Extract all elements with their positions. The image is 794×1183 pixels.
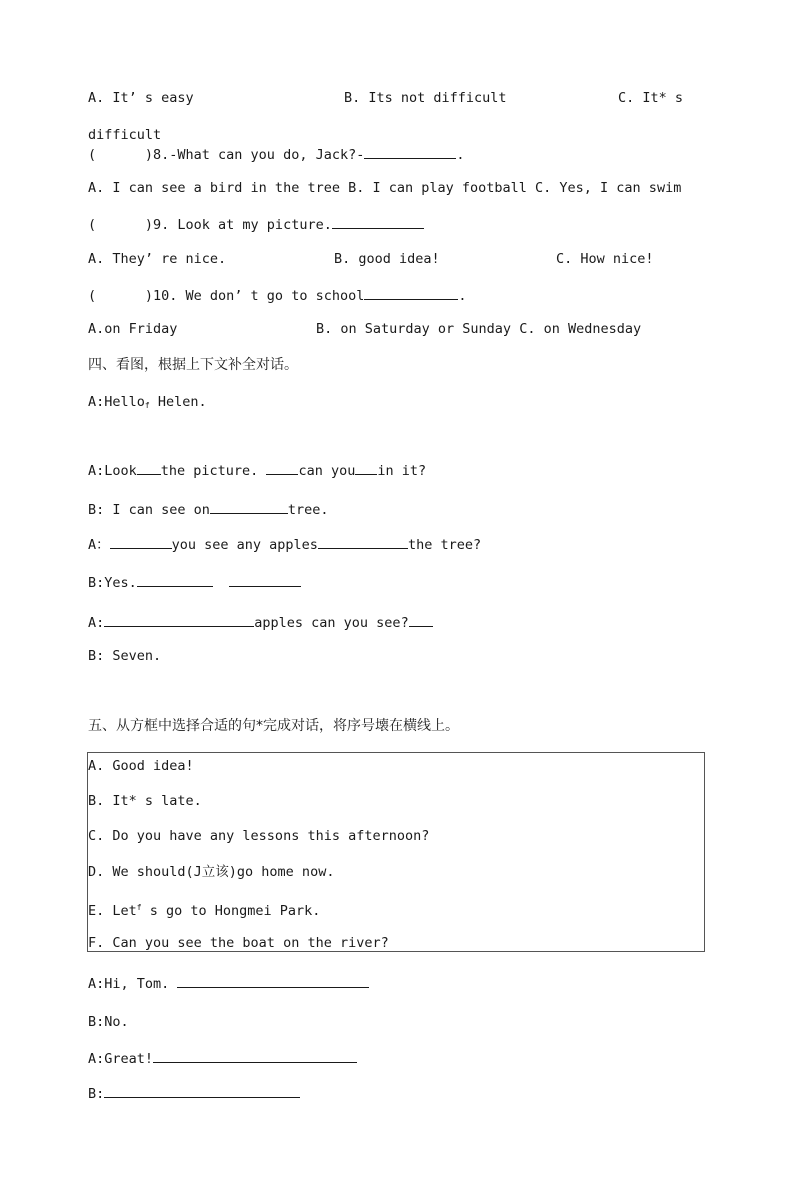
dialogue4-line5: B:Yes. xyxy=(88,572,301,592)
q9-blank[interactable] xyxy=(332,214,424,229)
dialogue5-line4: B: xyxy=(88,1083,300,1103)
box-option-c: C. Do you have any lessons this afternoon? xyxy=(88,828,430,844)
blank[interactable] xyxy=(110,534,172,549)
box-option-b: B. It* s late. xyxy=(88,793,202,809)
section5-heading: 五、从方框中选择合适的句*完成对话，将序号壊在横线上。 xyxy=(88,718,459,734)
box-option-d: D. We should(J立该)go home now. xyxy=(88,864,335,880)
dialogue5-line1: A:Hi, Tom. xyxy=(88,973,369,993)
blank[interactable] xyxy=(318,534,408,549)
dialogue4-line7: B: Seven. xyxy=(88,648,162,664)
q9-option-c: C. How nice! xyxy=(556,251,654,267)
blank[interactable] xyxy=(104,1083,300,1098)
dialogue4-line3: B: I can see on tree. xyxy=(88,499,329,519)
box-option-a: A. Good idea! xyxy=(88,758,194,774)
q8-blank[interactable] xyxy=(364,144,456,159)
dialogue4-line6: A: apples can you see? xyxy=(88,612,433,632)
dialogue5-line2: B:No. xyxy=(88,1014,129,1030)
q7-option-c-wrap: difficult xyxy=(88,127,162,143)
options-box xyxy=(87,752,705,952)
q10-blank[interactable] xyxy=(364,285,458,300)
dialogue4-line1: A:Hello$_f$ Helen. xyxy=(88,394,207,410)
q9-question: ( )9. Look at my picture. xyxy=(88,214,424,234)
section4-heading: 四、看图，根据上下文补全对话。 xyxy=(88,357,298,373)
dialogue4-line4: A： you see any apples the tree? xyxy=(88,534,481,554)
q10-question: ( )10. We don’ t go to school . xyxy=(88,285,466,305)
box-option-e: E. Let$^f$ s go to Hongmei Park. xyxy=(88,903,321,919)
q7-option-b: B. Its not difficult xyxy=(344,90,507,106)
box-option-f: F. Can you see the boat on the river? xyxy=(88,935,389,951)
q7-option-a: A. It’ s easy xyxy=(88,90,194,106)
blank[interactable] xyxy=(137,572,213,587)
q9-option-b: B. good idea! xyxy=(334,251,440,267)
blank[interactable] xyxy=(137,460,161,475)
q7-option-c: C. It* s xyxy=(618,90,684,106)
dialogue5-line3: A:Great! xyxy=(88,1048,357,1068)
blank[interactable] xyxy=(177,973,369,988)
q8-options: A. I can see a bird in the tree B. I can play football C. Yes, I can swim xyxy=(88,180,682,196)
blank[interactable] xyxy=(229,572,301,587)
blank[interactable] xyxy=(210,499,288,514)
blank[interactable] xyxy=(355,460,377,475)
blank[interactable] xyxy=(104,612,254,627)
q10-option-b: B. on Saturday or Sunday C. on Wednesday xyxy=(316,321,642,337)
blank[interactable] xyxy=(153,1048,357,1063)
q9-option-a: A. They’ re nice. xyxy=(88,251,227,267)
dialogue4-line2: A:Look the picture. can you in it? xyxy=(88,460,426,480)
q8-question: ( )8.-What can you do, Jack?- . xyxy=(88,144,464,164)
blank[interactable] xyxy=(409,612,433,627)
blank[interactable] xyxy=(266,460,298,475)
q10-option-a: A.on Friday xyxy=(88,321,178,337)
